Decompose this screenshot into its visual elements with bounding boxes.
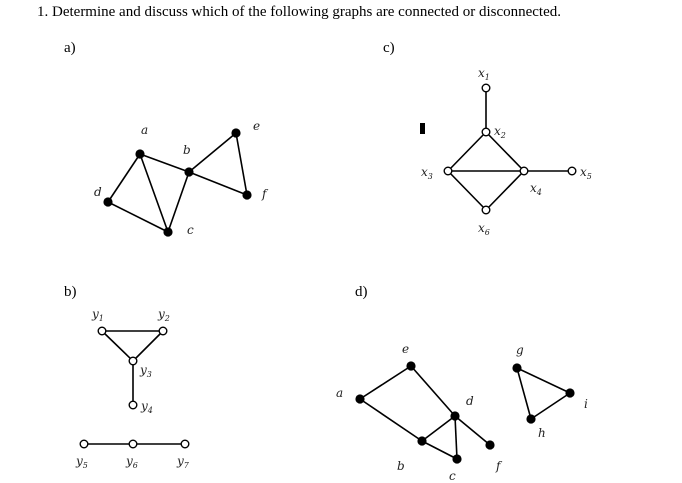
graph-b-label-y5: $y_5$ bbox=[76, 454, 88, 470]
graph-d-vertex-e bbox=[406, 361, 415, 370]
graph-b bbox=[75, 307, 190, 470]
graph-b-label-y1: $y_1$ bbox=[92, 307, 104, 323]
graph-c-vertex-x3 bbox=[444, 167, 452, 175]
graph-b-edge-y1-y3 bbox=[102, 331, 133, 361]
graph-c-label-x3: $x_3$ bbox=[421, 165, 433, 181]
graph-b-vertex-y3 bbox=[129, 357, 137, 365]
graph-c-label-x1: $x_1$ bbox=[478, 66, 490, 82]
graph-b-label-y3: $y_3$ bbox=[140, 363, 152, 379]
graph-c bbox=[421, 66, 592, 237]
graph-d-label-c: c bbox=[449, 469, 456, 483]
graph-c-vertex-x2 bbox=[482, 128, 490, 136]
graph-a-label-f: f bbox=[262, 187, 267, 201]
graph-b-edge-y2-y3 bbox=[133, 331, 163, 361]
part-a-label: a) bbox=[64, 40, 76, 56]
graph-c-vertex-x1 bbox=[482, 84, 490, 92]
graph-b-label-y2: $y_2$ bbox=[158, 307, 170, 323]
graph-d-label-b: b bbox=[397, 459, 405, 473]
graph-b-vertex-y4 bbox=[129, 401, 137, 409]
graph-a-vertex-d bbox=[103, 197, 112, 206]
graph-d bbox=[336, 342, 588, 483]
graph-c-vertex-x5 bbox=[568, 167, 576, 175]
graph-d-edge-g-i bbox=[517, 368, 570, 393]
graph-d-edge-b-d bbox=[422, 416, 455, 441]
graph-d-edge-a-b bbox=[360, 399, 422, 441]
graph-c-label-x6: $x_6$ bbox=[478, 221, 490, 237]
part-c-label: c) bbox=[383, 40, 395, 56]
graph-d-vertex-b bbox=[417, 436, 426, 445]
graph-d-edge-d-f bbox=[455, 416, 490, 445]
graph-d-edge-e-d bbox=[411, 366, 455, 416]
graph-a-label-b: b bbox=[183, 143, 191, 157]
graph-b-label-y4: $y_4$ bbox=[141, 399, 153, 415]
graph-c-vertex-x4 bbox=[520, 167, 528, 175]
graph-c-edge-x2-x3 bbox=[448, 132, 486, 171]
graph-a-label-d: d bbox=[94, 185, 102, 199]
graph-d-vertex-c bbox=[452, 454, 461, 463]
graph-c-vertex-x6 bbox=[482, 206, 490, 214]
graph-b-vertex-y6 bbox=[129, 440, 137, 448]
graph-d-vertex-f bbox=[485, 440, 494, 449]
graph-a-edge-a-d bbox=[108, 154, 140, 202]
graph-d-label-g: g bbox=[516, 343, 524, 357]
graph-d-vertex-i bbox=[565, 388, 574, 397]
graph-a-label-e: e bbox=[253, 119, 261, 133]
graph-d-label-h: h bbox=[538, 426, 546, 440]
graph-c-edge-x6-x4 bbox=[486, 171, 524, 210]
graph-b-label-y7: $y_7$ bbox=[177, 454, 189, 470]
graph-a-vertex-c bbox=[163, 227, 172, 236]
graph-d-label-d: d bbox=[466, 394, 474, 408]
graph-d-edge-a-e bbox=[360, 366, 411, 399]
graph-c-edge-x3-x6 bbox=[448, 171, 486, 210]
graph-d-vertex-a bbox=[355, 394, 364, 403]
graph-a-label-a: a bbox=[141, 123, 149, 137]
question-text: 1. Determine and discuss which of the following graphs are connected or disconnected. bbox=[37, 4, 562, 20]
graph-c-label-x2: $x_2$ bbox=[494, 124, 506, 140]
graph-b-vertex-y7 bbox=[181, 440, 189, 448]
graph-b-label-y6: $y_6$ bbox=[126, 454, 138, 470]
graph-d-edge-d-c bbox=[455, 416, 457, 459]
graph-d-vertex-d bbox=[450, 411, 459, 420]
graph-d-vertex-g bbox=[512, 363, 521, 372]
graph-c-label-x4: $x_4$ bbox=[530, 181, 542, 197]
graph-a-edge-b-c bbox=[168, 172, 189, 232]
graph-a-vertex-e bbox=[231, 128, 240, 137]
graph-d-edge-h-i bbox=[531, 393, 570, 419]
graph-a-edge-b-e bbox=[189, 133, 236, 172]
graph-c-label-x5: $x_5$ bbox=[580, 165, 592, 181]
graph-d-vertex-h bbox=[526, 414, 535, 423]
graph-a-label-c: c bbox=[187, 223, 194, 237]
graph-a-edge-e-f bbox=[236, 133, 247, 195]
graph-b-vertex-y2 bbox=[159, 327, 167, 335]
marker-mark bbox=[420, 123, 425, 134]
part-d-label: d) bbox=[355, 284, 368, 300]
graph-d-label-a: a bbox=[336, 386, 344, 400]
graph-d-edge-b-c bbox=[422, 441, 457, 459]
graph-a-vertex-f bbox=[242, 190, 251, 199]
graph-a-vertex-b bbox=[184, 167, 193, 176]
graph-d-edge-g-h bbox=[517, 368, 531, 419]
graph-d-label-i: i bbox=[584, 397, 588, 411]
graph-d-label-f: f bbox=[496, 459, 501, 473]
graph-b-vertex-y1 bbox=[98, 327, 106, 335]
graph-d-label-e: e bbox=[402, 342, 410, 356]
graph-a-edge-a-b bbox=[140, 154, 189, 172]
graph-a bbox=[94, 119, 269, 237]
graph-a-edge-b-f bbox=[189, 172, 247, 195]
part-b-label: b) bbox=[64, 284, 77, 300]
graph-a-vertex-a bbox=[135, 149, 144, 158]
graph-b-vertex-y5 bbox=[80, 440, 88, 448]
